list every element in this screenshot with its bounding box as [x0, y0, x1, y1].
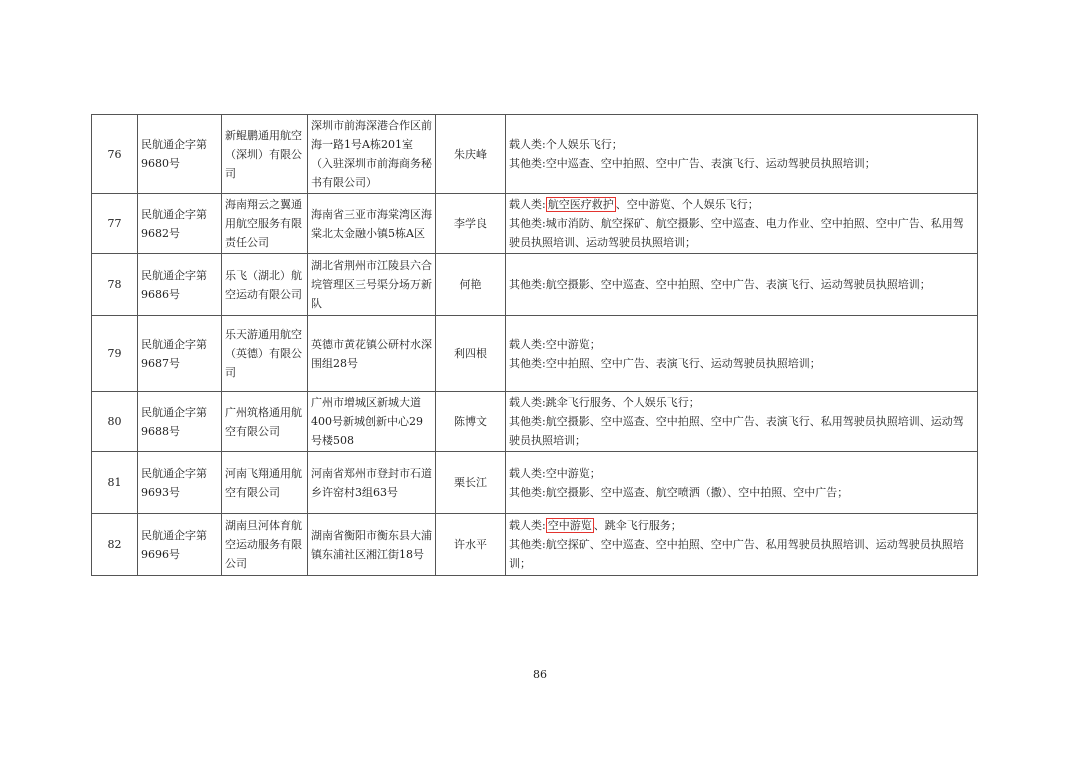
row-number: 80 — [92, 392, 138, 452]
business-scope — [506, 194, 978, 254]
enterprise-registry-table — [91, 114, 978, 576]
scope-passenger-line — [509, 516, 974, 535]
license-number: 民航通企字第9693号 — [138, 452, 222, 514]
scope-passenger-suffix: 、跳伞飞行服务； — [593, 519, 682, 532]
business-scope — [506, 392, 978, 452]
highlighted-service: 空中游览 — [547, 519, 592, 532]
scope-passenger-line — [509, 135, 974, 154]
scope-passenger-prefix: 载人类:空中游览； — [509, 466, 601, 480]
license-number: 民航通企字第9682号 — [138, 194, 222, 254]
scope-other-line: 其他类:空中拍照、空中广告、表演飞行、运动驾驶员执照培训； — [509, 356, 821, 370]
license-number: 民航通企字第9686号 — [138, 254, 222, 316]
license-number: 民航通企字第9688号 — [138, 392, 222, 452]
row-number: 81 — [92, 452, 138, 514]
legal-representative: 利四根 — [436, 316, 506, 392]
company-address: 湖北省荆州市江陵县六合垸管理区三号渠分场万新队 — [308, 254, 436, 316]
license-number: 民航通企字第9687号 — [138, 316, 222, 392]
legal-representative: 朱庆峰 — [436, 115, 506, 194]
scope-passenger-suffix: 、空中游览、个人娱乐飞行； — [615, 198, 759, 211]
row-number: 76 — [92, 115, 138, 194]
table-row — [92, 316, 978, 392]
scope-passenger-prefix: 载人类:空中游览； — [509, 337, 601, 351]
legal-representative: 栗长江 — [436, 452, 506, 514]
business-scope — [506, 452, 978, 514]
license-number: 民航通企字第9696号 — [138, 514, 222, 576]
company-address: 海南省三亚市海棠湾区海棠北太金融小镇5栋A区 — [308, 194, 436, 254]
table-row — [92, 452, 978, 514]
table-row — [92, 392, 978, 452]
table-body — [92, 115, 978, 576]
company-name: 海南翔云之翼通用航空服务有限责任公司 — [222, 194, 308, 254]
table-row — [92, 254, 978, 316]
highlighted-service: 航空医疗救护 — [547, 198, 614, 211]
license-number: 民航通企字第9680号 — [138, 115, 222, 194]
company-address: 河南省郑州市登封市石道乡许窑村3组63号 — [308, 452, 436, 514]
legal-representative: 陈博文 — [436, 392, 506, 452]
scope-passenger-line — [509, 393, 974, 412]
scope-other-line: 其他类:航空探矿、空中巡查、空中拍照、空中广告、私用驾驶员执照培训、运动驾驶员执照培训； — [509, 538, 964, 570]
company-address: 英德市黄花镇公研村水深围组28号 — [308, 316, 436, 392]
company-name: 河南飞翔通用航空有限公司 — [222, 452, 308, 514]
scope-other-line: 其他类:空中巡查、空中拍照、空中广告、表演飞行、运动驾驶员执照培训； — [509, 157, 876, 170]
row-number: 82 — [92, 514, 138, 576]
scope-passenger-prefix: 载人类: — [509, 519, 546, 532]
page-number: 86 — [533, 668, 547, 681]
row-number: 79 — [92, 316, 138, 392]
scope-passenger-line — [509, 335, 974, 354]
company-name: 湖南旦河体育航空运动服务有限公司 — [222, 514, 308, 576]
company-name: 乐天游通用航空（英德）有限公司 — [222, 316, 308, 392]
scope-passenger-prefix: 载人类:跳伞飞行服务、个人娱乐飞行； — [509, 396, 700, 409]
scope-passenger-prefix: 载人类: — [509, 198, 546, 211]
table-row — [92, 194, 978, 254]
legal-representative: 许水平 — [436, 514, 506, 576]
business-scope — [506, 254, 978, 316]
scope-other-line: 其他类:航空摄影、空中巡查、空中拍照、空中广告、表演飞行、私用驾驶员执照培训、运动驾驶员执照培训； — [509, 415, 964, 447]
scope-passenger-line — [509, 464, 974, 483]
scope-passenger-prefix: 载人类:个人娱乐飞行； — [509, 138, 623, 151]
scope-other-line: 其他类:航空摄影、空中巡查、空中拍照、空中广告、表演飞行、运动驾驶员执照培训； — [509, 278, 931, 291]
legal-representative: 李学良 — [436, 194, 506, 254]
business-scope — [506, 115, 978, 194]
company-address: 深圳市前海深港合作区前海一路1号A栋201室（入驻深圳市前海商务秘书有限公司） — [308, 115, 436, 194]
row-number: 78 — [92, 254, 138, 316]
company-name: 广州筑格通用航空有限公司 — [222, 392, 308, 452]
company-address: 湖南省衡阳市衡东县大浦镇东浦社区湘江街18号 — [308, 514, 436, 576]
company-name: 乐飞（湖北）航空运动有限公司 — [222, 254, 308, 316]
business-scope — [506, 514, 978, 576]
company-name: 新鲲鹏通用航空（深圳）有限公司 — [222, 115, 308, 194]
legal-representative: 何艳 — [436, 254, 506, 316]
table-row — [92, 115, 978, 194]
scope-other-line: 其他类:航空摄影、空中巡查、航空喷洒（撒）、空中拍照、空中广告； — [509, 485, 849, 499]
scope-passenger-line — [509, 195, 974, 214]
scope-other-line: 其他类:城市消防、航空探矿、航空摄影、空中巡查、电力作业、空中拍照、空中广告、私用驾驶员执照培训、运动驾驶员执照培训； — [509, 217, 964, 249]
table-row — [92, 514, 978, 576]
business-scope — [506, 316, 978, 392]
row-number: 77 — [92, 194, 138, 254]
company-address: 广州市增城区新城大道400号新城创新中心29号楼508 — [308, 392, 436, 452]
